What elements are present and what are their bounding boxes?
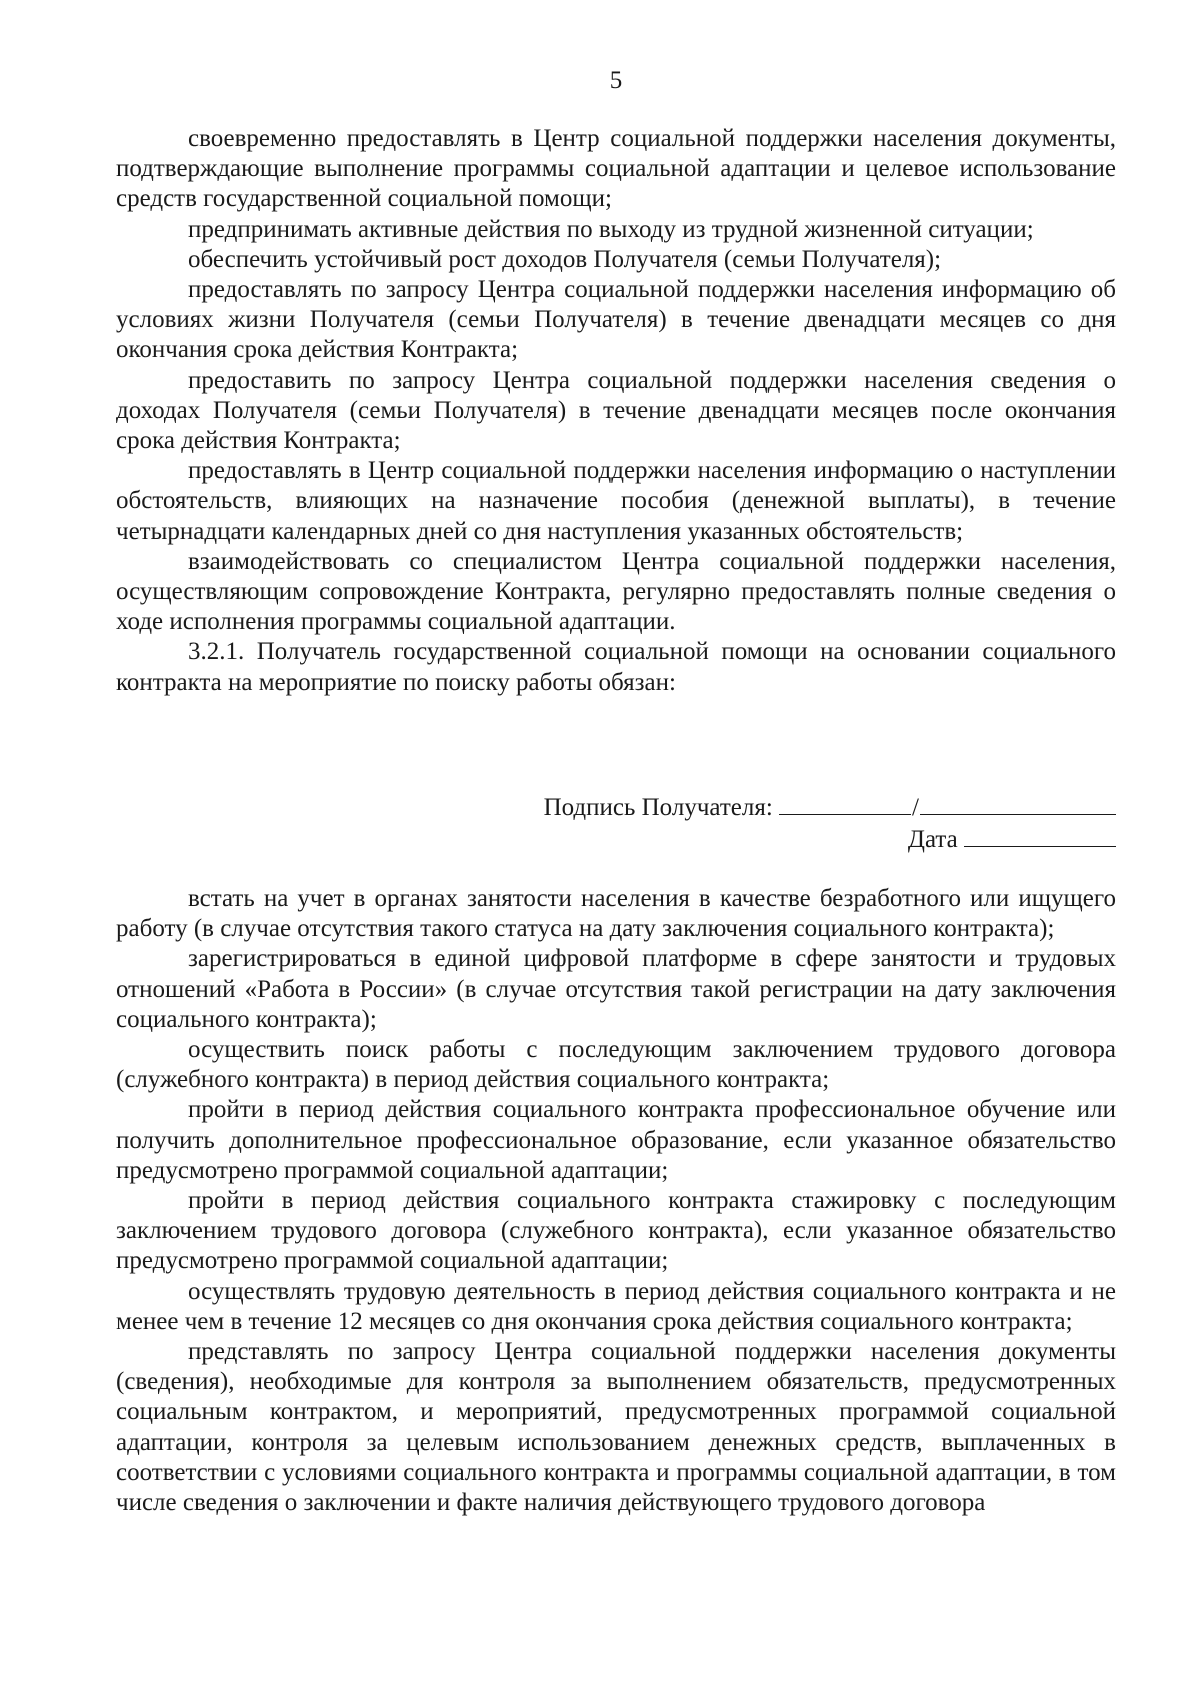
paragraph: предоставить по запросу Центра социальной поддержки населения сведения о доходах Получателя (семьи Получателя) в течение двенадцати месяцев после окончания срока действия Контракта; — [116, 366, 1116, 455]
paragraph: встать на учет в органах занятости населения в качестве безработного или ищущего работу (в случае отсутствия такого статуса на дату заключения социального контракта); — [116, 885, 1116, 943]
document-page — [116, 0, 1116, 1698]
paragraph: своевременно предоставлять в Центр социальной поддержки населения документы, подтверждающие выполнение программы социальной адаптации и целевое использование средств государственной социальной помощи; — [116, 125, 1116, 213]
obligations-list-top — [116, 124, 1116, 698]
signature-row — [116, 792, 1116, 824]
paragraph: пройти в период действия социального контракта профессиональное обучение или получить дополнительное профессиональное образование, если указанное обязательство предусмотрено программой социальной адаптации; — [116, 1096, 1116, 1184]
paragraph: зарегистрироваться в единой цифровой платформе в сфере занятости и трудовых отношений «Работа в России» (в случае отсутствия такой регистрации на дату заключения социального контракта); — [116, 945, 1116, 1033]
date-row — [116, 824, 1116, 856]
paragraph: предоставлять в Центр социальной поддержки населения информацию о наступлении обстоятельств, влияющих на назначение пособия (денежной выплаты), в течение четырнадцати календарных дней со дня наступления указанных обстоятельств; — [116, 457, 1116, 545]
paragraph: предоставлять по запросу Центра социальной поддержки населения информацию об условиях жизни Получателя (семьи Получателя) в течение двенадцати месяцев со дня окончания срока действия Контракта; — [116, 276, 1116, 364]
signature-block — [116, 792, 1116, 856]
page-number: 5 — [609, 67, 623, 94]
paragraph: взаимодействовать со специалистом Центра социальной поддержки населения, осуществляющим сопровождение Контракта, регулярно предоставлять полные сведения о ходе исполнения программы социальной адаптации. — [116, 547, 1116, 636]
signature-label: Подпись Получателя: — [543, 794, 780, 821]
date-label: Дата — [907, 826, 964, 853]
paragraph: обеспечить устойчивый рост доходов Получателя (семьи Получателя); — [188, 245, 942, 273]
signature-slash: / — [912, 794, 919, 821]
date-line[interactable] — [964, 824, 1116, 847]
signature-line[interactable] — [779, 792, 911, 815]
paragraph: представлять по запросу Центра социальной поддержки населения документы (сведения), необходимые для контроля за выполнением обязательств, предусмотренных социальным контрактом, и мероприятий, предусмотренных программой социальной адаптации, контроля за целевым использованием денежных средств, выплаченных в соответствии с условиями социального контракта и программы социальной адаптации, в том числе сведения о заключении и факте наличия действующего трудового договора — [116, 1338, 1116, 1517]
paragraph: пройти в период действия социального контракта стажировку с последующим заключением трудового договора (служебного контракта), если указанное обязательство предусмотрено программой социальной адаптации; — [116, 1187, 1116, 1275]
section-3-2-1-heading: 3.2.1. Получатель государственной социальной помощи на основании социального контракта на мероприятие по поиску работы обязан: — [116, 638, 1116, 696]
paragraph: осуществить поиск работы с последующим заключением трудового договора (служебного контракта) в период действия социального контракта; — [116, 1036, 1116, 1094]
paragraph: предпринимать активные действия по выходу из трудной жизненной ситуации; — [188, 215, 1034, 243]
paragraph: осуществлять трудовую деятельность в период действия социального контракта и не менее чем в течение 12 месяцев со дня окончания срока действия социального контракта; — [116, 1277, 1116, 1335]
obligations-list-bottom — [116, 884, 1116, 1518]
name-line[interactable] — [920, 792, 1116, 815]
